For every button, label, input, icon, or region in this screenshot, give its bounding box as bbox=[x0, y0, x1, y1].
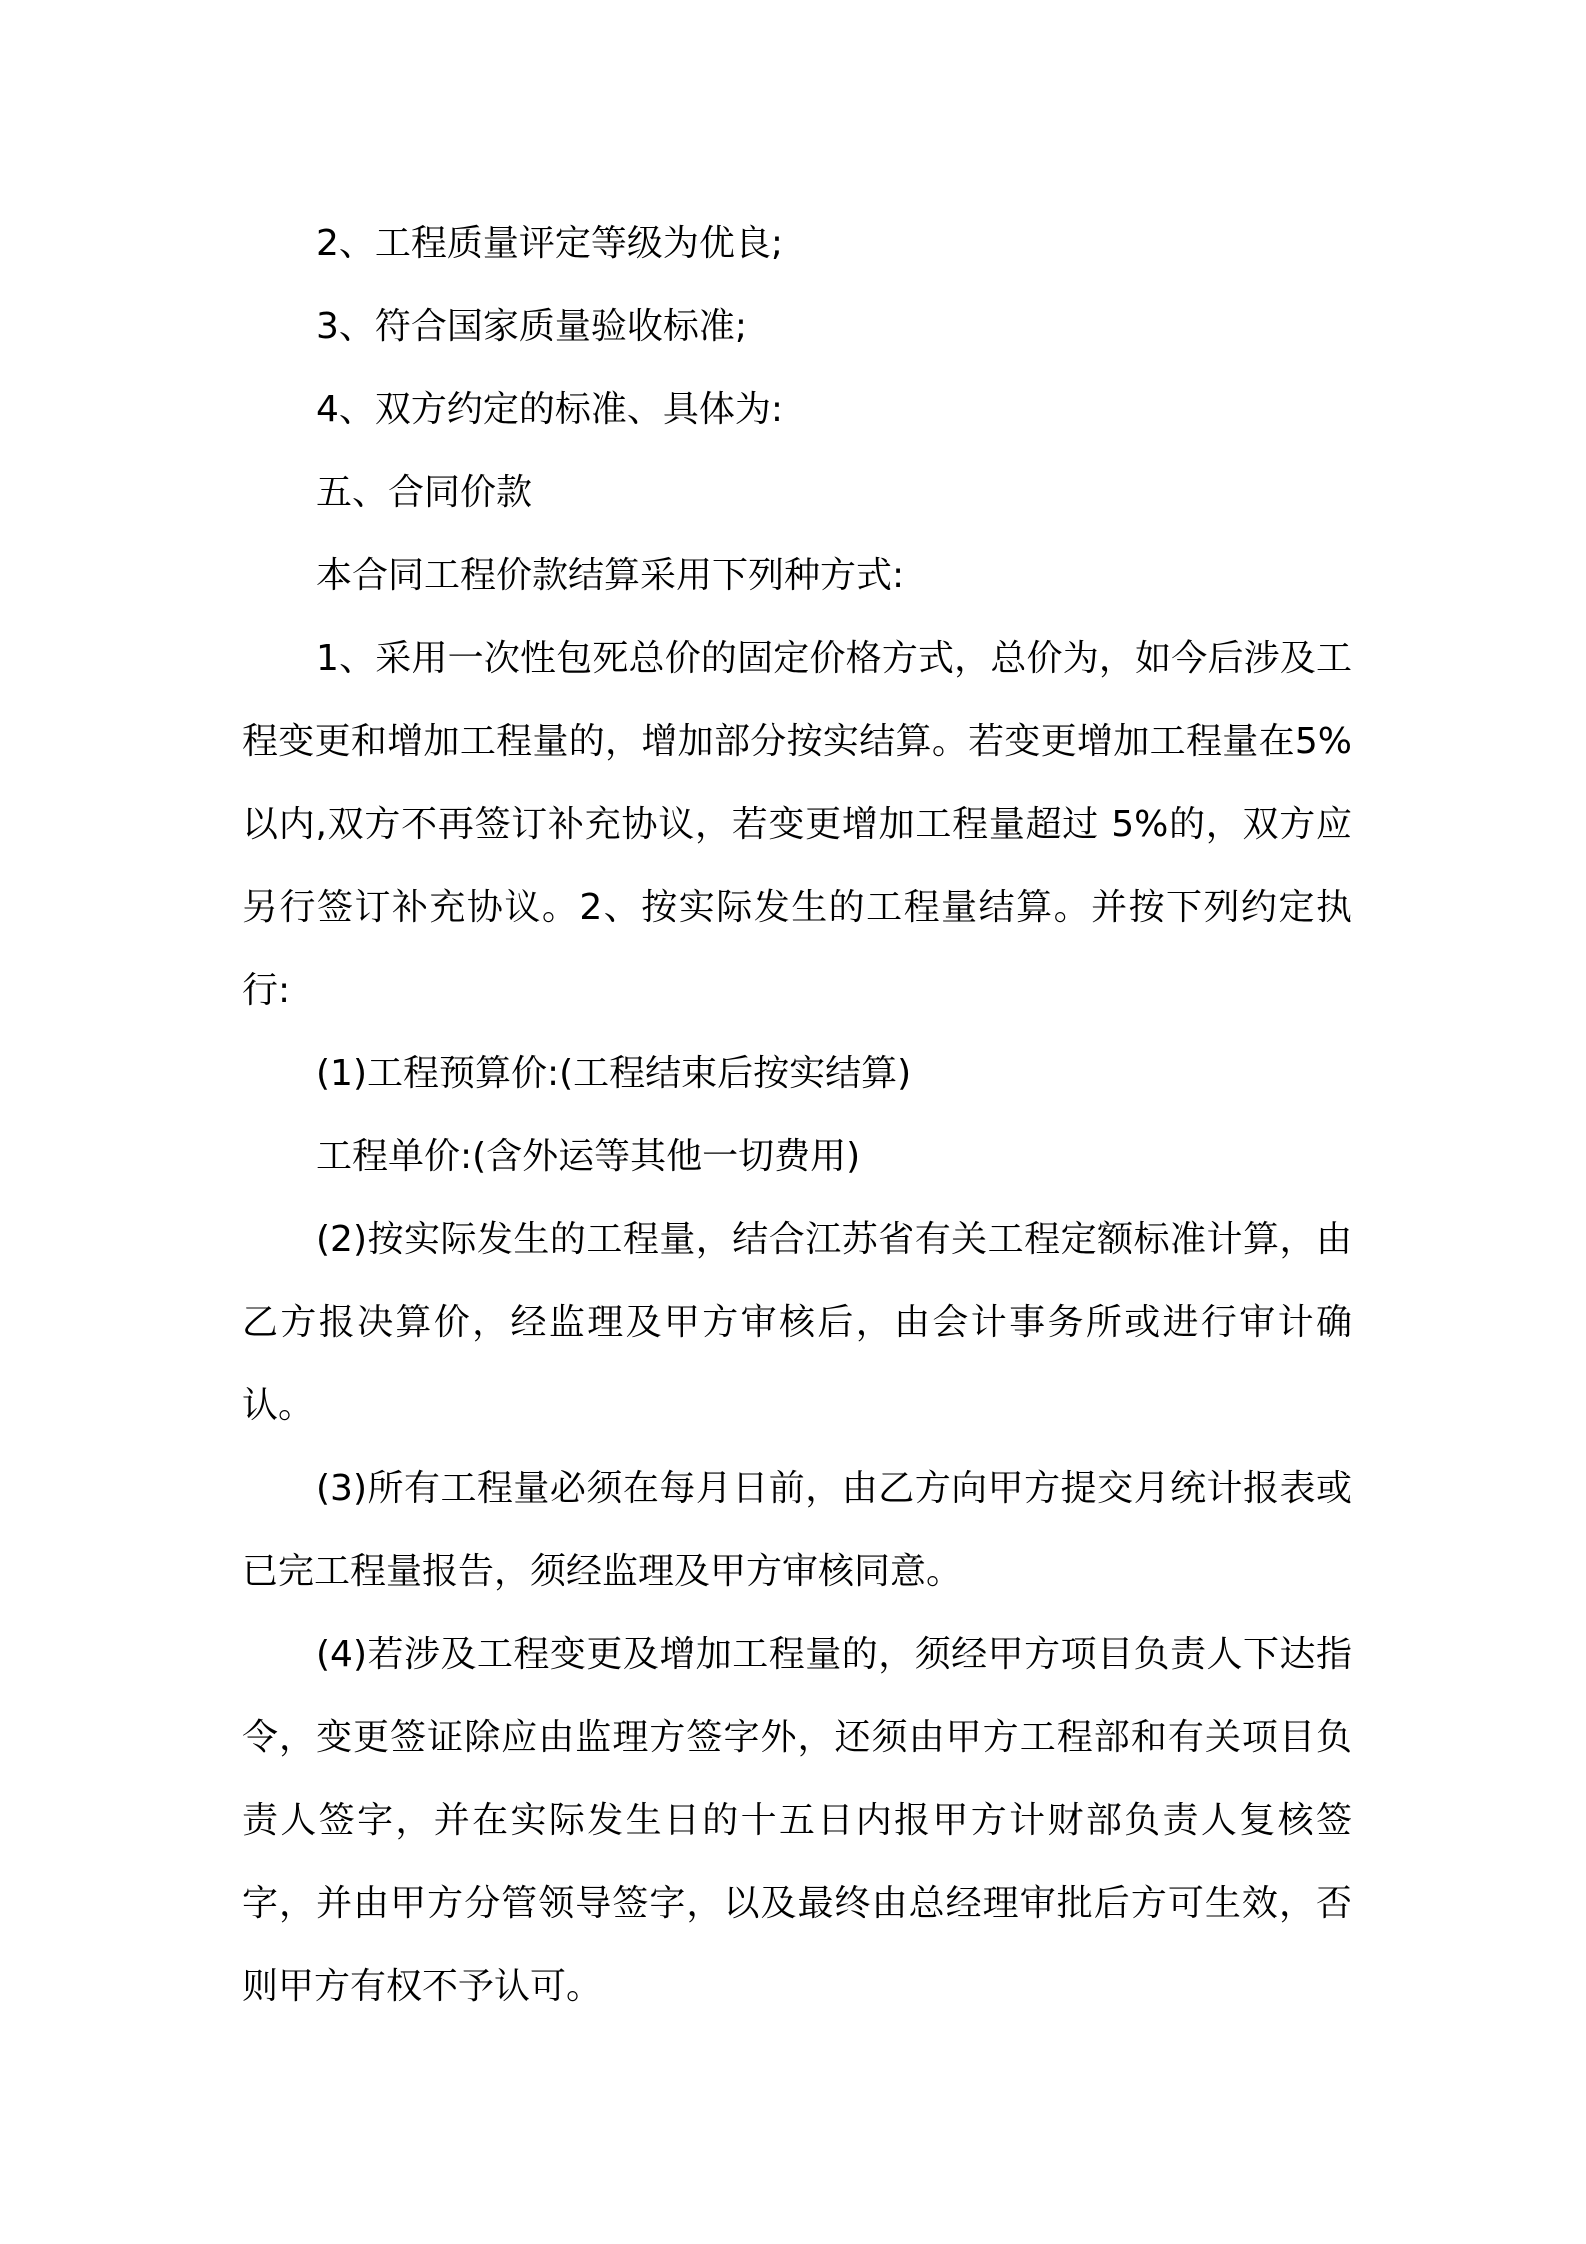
paragraph-fixed-price: 1、采用一次性包死总价的固定价格方式，总价为，如今后涉及工程变更和增加工程量的，增加部分按实结算。若变更增加工程量在5%以内,双方不再签订补充协议，若变更增加工程量超过 5%的，双方应另行签订补充协议。2、按实际发生的工程量结算。并按下列约定执行: bbox=[242, 638, 1352, 1011]
paragraph-acceptance-standard: 3、符合国家质量验收标准; bbox=[316, 306, 748, 347]
paragraph-quality-grade: 2、工程质量评定等级为优良; bbox=[316, 223, 784, 264]
paragraph-settlement-method: 本合同工程价款结算采用下列种方式: bbox=[316, 555, 905, 596]
paragraph-agreed-standard: 4、双方约定的标准、具体为: bbox=[316, 389, 784, 430]
paragraph-budget-price: (1)工程预算价:(工程结束后按实结算) bbox=[316, 1053, 912, 1094]
paragraph-actual-quantity: (2)按实际发生的工程量，结合江苏省有关工程定额标准计算，由乙方报决算价，经监理及甲方审核后，由会计事务所或进行审计确认。 bbox=[242, 1219, 1352, 1426]
paragraph-change-approval: (4)若涉及工程变更及增加工程量的，须经甲方项目负责人下达指令，变更签证除应由监理方签字外，还须由甲方工程部和有关项目负责人签字，并在实际发生日的十五日内报甲方计财部负责人复核签字，并由甲方分管领导签字，以及最终由总经理审批后方可生效，否则甲方有权不予认可。 bbox=[242, 1634, 1352, 2007]
section-heading-contract-price: 五、合同价款 bbox=[316, 472, 533, 513]
paragraph-unit-price: 工程单价:(含外运等其他一切费用) bbox=[316, 1136, 861, 1177]
paragraph-monthly-report: (3)所有工程量必须在每月日前，由乙方向甲方提交月统计报表或已完工程量报告，须经监理及甲方审核同意。 bbox=[242, 1468, 1352, 1592]
document-body bbox=[242, 202, 1352, 2028]
